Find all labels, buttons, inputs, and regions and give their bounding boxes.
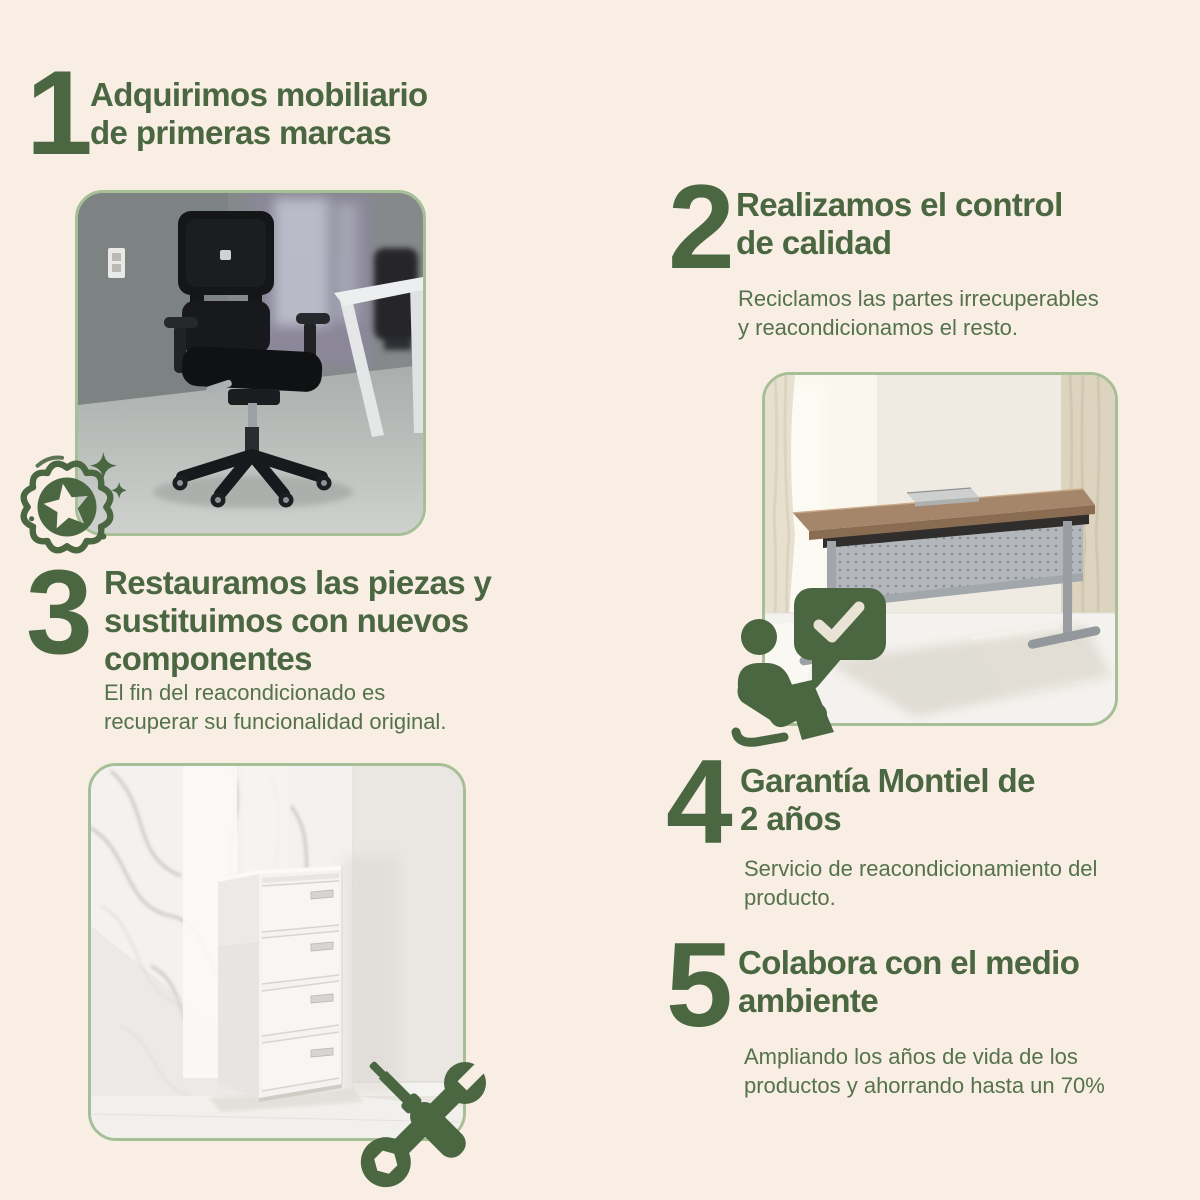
step-5-title: Colabora con el medio ambiente (738, 944, 1080, 1019)
step-2-title: Realizamos el control de calidad (736, 186, 1063, 261)
step-3-title: Restauramos las piezas y sustituimos con nuevos componentes (104, 564, 492, 677)
step-4-title: Garantía Montiel de 2 años (740, 762, 1035, 837)
step-3-body: El fin del reacondicionado es recuperar su funcionalidad original. (104, 680, 447, 734)
step-1-title: Adquirimos mobiliario de primeras marcas (90, 76, 428, 151)
step-5-body: Ampliando los años de vida de los productos y ahorrando hasta un 70% (744, 1044, 1105, 1098)
step-5-number: 5 (666, 918, 733, 1052)
step-4-body: Servicio de reacondicionamiento del producto. (744, 856, 1098, 910)
step-3-number: 3 (26, 545, 93, 679)
step-1-number: 1 (26, 46, 93, 180)
office-chair-photo (75, 190, 426, 536)
step-4-number: 4 (666, 735, 733, 869)
office-chair-illustration (78, 193, 423, 533)
person-check-icon-svg (728, 584, 890, 750)
person-head (741, 619, 777, 655)
person-check-icon (728, 584, 890, 750)
white-filing-cabinet (218, 866, 342, 1102)
tools-icon (352, 1036, 500, 1192)
step-2-body: Reciclamos las partes irrecuperables y reacondicionamos el resto. (738, 286, 1099, 340)
tools-icon-svg (352, 1036, 500, 1192)
step-2-number: 2 (668, 160, 735, 294)
